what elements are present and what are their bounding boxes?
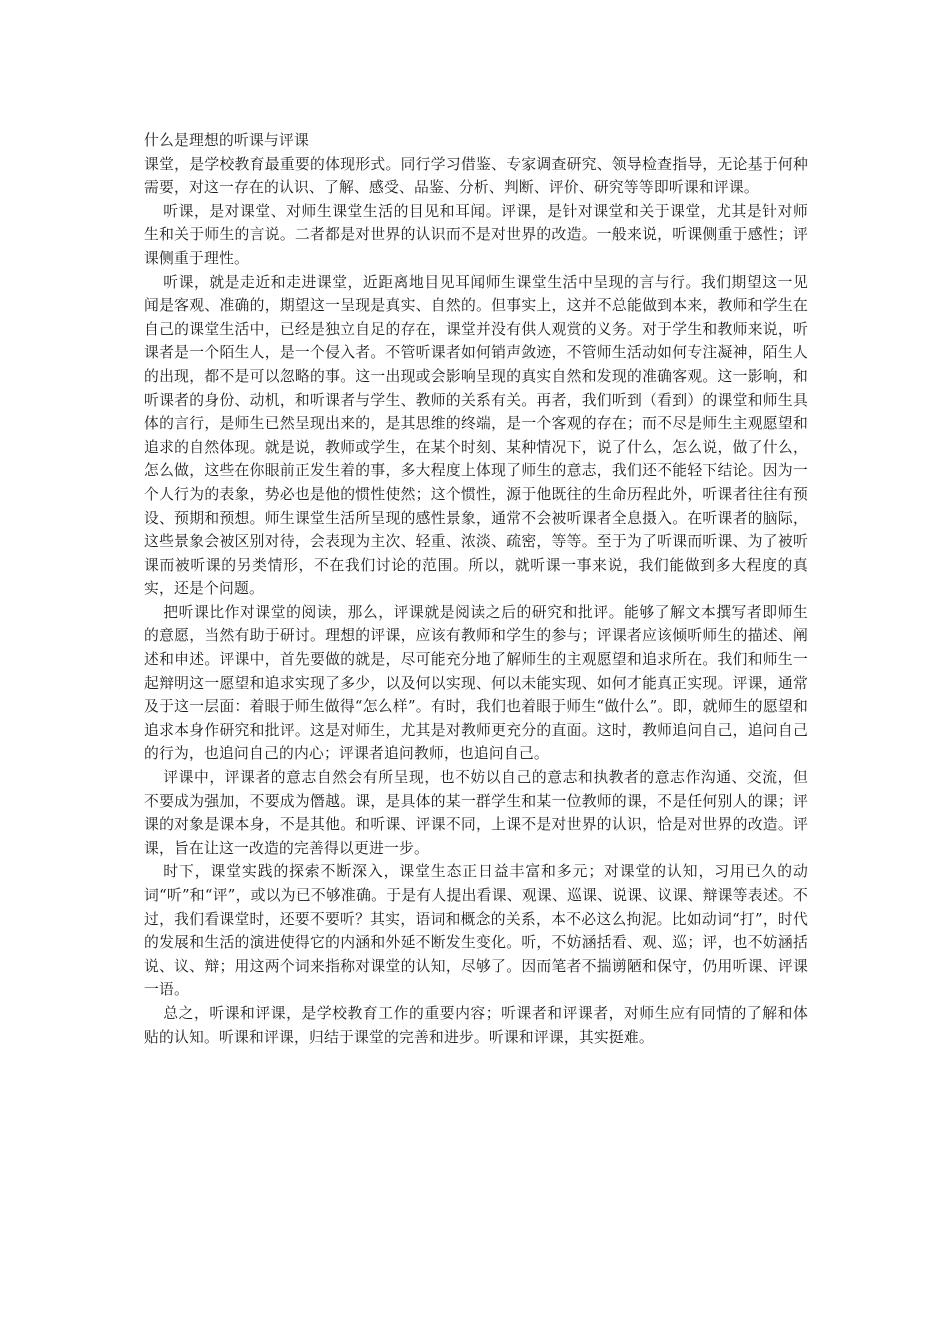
document-page bbox=[144, 129, 808, 1049]
document-title: 什么是理想的听课与评课 bbox=[144, 132, 309, 149]
paragraph-listening-definition: 听课，是对课堂、对师生课堂生活的目见和耳闻。评课，是针对课堂和关于课堂，尤其是针对师生和关于师生的言说。二者都是对世界的认识而不是对世界的改造。一般来说，听课侧重于感性；评课侧重于理性。 bbox=[144, 202, 808, 267]
paragraph-terminology: 时下，课堂实践的探索不断深入，课堂生态正日益丰富和多元；对课堂的认知，习用已久的动词“听”和“评”，或以为已不够准确。于是有人提出看课、观课、巡课、说课、议课、辩课等表述。不过，我们看课堂时，还要不要听？其实，语词和概念的关系，本不必这么拘泥。比如动词“打”，时代的发展和生活的演进使得它的内涵和外延不断发生变化。听，不妨涵括看、观、巡；评，也不妨涵括说、议、辩；用这两个词来指称对课堂的认知，尽够了。因而笔者不揣谫陋和保守，仍用听课、评课一语。 bbox=[144, 863, 808, 999]
paragraph-conclusion: 总之，听课和评课，是学校教育工作的重要内容；听课者和评课者，对师生应有同情的了解和体贴的认知。听课和评课，归结于课堂的完善和进步。听课和评课，其实挺难。 bbox=[144, 1004, 808, 1046]
paragraph-evaluator-will: 评课中，评课者的意志自然会有所呈现，也不妨以自己的意志和执教者的意志作沟通、交流，但不要成为强加，不要成为僭越。课，是具体的某一群学生和某一位教师的课，不是任何别人的课；评课的对象是课本身，不是其他。和听课、评课不同，上课不是对世界的认识，恰是对世界的改造。评课，旨在让这一改造的完善得以更进一步。 bbox=[144, 769, 808, 857]
paragraph-listening-detail: 听课，就是走近和走进课堂，近距离地目见耳闻师生课堂生活中呈现的言与行。我们期望这一见闻是客观、准确的，期望这一呈现是真实、自然的。但事实上，这并不总能做到本来，教师和学生在自己的课堂生活中，已经是独立自足的存在，课堂并没有供人观赏的义务。对于学生和教师来说，听课者是一个陌生人，是一个侵入者。不管听课者如何销声敛迹，不管师生活动如何专注凝神，陌生人的出现，都不是可以忽略的事。这一出现或会影响呈现的真实自然和发现的准确客观。这一影响，和听课者的身份、动机，和听课者与学生、教师的关系有关。再者，我们听到（看到）的课堂和师生具体的言行，是师生已然呈现出来的，是其思维的终端，是一个客观的存在；而不尽是师生主观愿望和追求的自然体现。就是说，教师或学生，在某个时刻、某种情况下，说了什么，怎么说，做了什么，怎么做，这些在你眼前正发生着的事，多大程度上体现了师生的意志，我们还不能轻下结论。因为一个人行为的表象，势必也是他的惯性使然；这个惯性，源于他既往的生命历程此外，听课者往往有预设、预期和预想。师生课堂生活所呈现的感性景象，通常不会被听课者全息摄入。在听课者的脑际，这些景象会被区别对待，会表现为主次、轻重、浓淡、疏密，等等。至于为了听课而听课、为了被听课而被听课的另类情形，不在我们讨论的范围。所以，就听课一事来说，我们能做到多大程度的真实，还是个问题。 bbox=[144, 273, 808, 598]
paragraph-evaluation: 把听课比作对课堂的阅读，那么，评课就是阅读之后的研究和批评。能够了解文本撰写者即师生的意愿，当然有助于研讨。理想的评课，应该有教师和学生的参与；评课者应该倾听师生的描述、阐述和申述。评课中，首先要做的就是，尽可能充分地了解师生的主观愿望和追求所在。我们和师生一起辩明这一愿望和追求实现了多少，以及何以实现、何以未能实现、如何才能真正实现。评课，通常及于这一层面：着眼于师生做得“怎么样”。有时，我们也着眼于师生“做什么”。即，就师生的愿望和追求本身作研究和批评。这是对师生，尤其是对教师更充分的直面。这时，教师追问自己，追问自己的行为，也追问自己的内心；评课者追问教师，也追问自己。 bbox=[144, 603, 808, 763]
paragraph-intro: 课堂，是学校教育最重要的体现形式。同行学习借鉴、专家调查研究、领导检查指导，无论基于何种需要，对这一存在的认识、了解、感受、品鉴、分析、判断、评价、研究等等即听课和评课。 bbox=[144, 155, 808, 197]
